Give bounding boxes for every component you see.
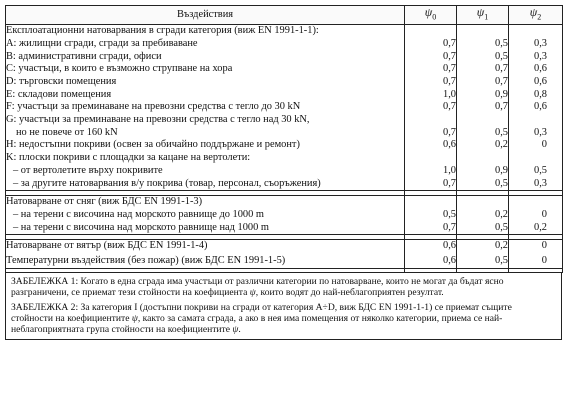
table-row [6, 139, 563, 152]
psi0-value: 0,7 [405, 101, 457, 114]
header-psi2 [509, 6, 563, 25]
table-row [6, 89, 563, 102]
psi0-subscript: 0 [432, 12, 437, 22]
psi0-value: 0,7 [405, 38, 457, 51]
row-k-title: K: плоски покриви с площадки за кацане на вертолети: [6, 152, 405, 165]
table-row [6, 51, 563, 64]
psi-symbol: ψ [424, 5, 433, 19]
psi-symbol: ψ [232, 324, 239, 336]
psi2-value: 0 [509, 139, 563, 152]
psi-symbol: ψ [249, 287, 256, 299]
psi0-value: 0,7 [405, 178, 457, 191]
psi0-value: 1,0 [405, 89, 457, 102]
psi1-value: 0,5 [457, 38, 509, 51]
note-1 [11, 276, 556, 299]
note-2-text: ЗАБЕЛЕЖКА 2: За категория I (достъпни покриви на сгради от категория A÷D, виж БДС EN 1991-1-1) се приемат същите стойности на коефициентите [11, 301, 512, 324]
imposed-title: Експлоатационни натоварвания в сгради категория (виж EN 1991-1-1): [6, 25, 405, 38]
row-label: B: административни сгради, офиси [6, 51, 405, 64]
row-label: – на терени с височина над морското равнище до 1000 m [6, 209, 405, 222]
psi2-value: 0,3 [509, 114, 563, 139]
row-label: – за другите натоварвания в/у покрива (товар, персонал, съоръжения) [6, 178, 405, 191]
snow-title: Натоварване от сняг (виж БДС EN 1991-1-3) [6, 196, 405, 209]
snow-title-row [6, 196, 563, 209]
psi1-value: 0,9 [457, 89, 509, 102]
psi1-value: 0,2 [457, 139, 509, 152]
note-2 [11, 302, 556, 336]
table-row [6, 222, 563, 235]
psi1-value: 0,5 [457, 222, 509, 235]
psi1-value: 0,2 [457, 240, 509, 253]
row-label-g [6, 114, 405, 139]
wind-label: Натоварване от вятър (виж БДС EN 1991-1-4) [6, 240, 405, 253]
psi2-value: 0 [509, 240, 563, 253]
table-row [6, 165, 563, 178]
row-label: C: участъци, в които е възможно струпване на хора [6, 63, 405, 76]
row-g-line2: но не повече от 160 kN [16, 126, 118, 138]
row-label: E: складови помещения [6, 89, 405, 102]
psi0-value: 0,5 [405, 209, 457, 222]
psi2-value: 0,5 [509, 165, 563, 178]
table-row [6, 76, 563, 89]
psi-symbol: ψ [131, 312, 138, 324]
table-row [6, 63, 563, 76]
psi-coefficients-table [5, 5, 563, 273]
psi0-value: 0,7 [405, 222, 457, 235]
row-label: F: участъци за преминаване на превозни средства с тегло до 30 kN [6, 101, 405, 114]
psi1-value: 0,5 [457, 178, 509, 191]
psi-symbol: ψ [529, 5, 538, 19]
psi2-value: 0,3 [509, 51, 563, 64]
header-actions: Въздействия [6, 6, 405, 25]
psi2-value: 0,3 [509, 178, 563, 191]
psi1-value: 0,5 [457, 51, 509, 64]
psi1-subscript: 1 [484, 12, 489, 22]
table-row [6, 38, 563, 51]
psi2-value: 0,2 [509, 222, 563, 235]
psi-symbol: ψ [476, 5, 485, 19]
psi2-value: 0,6 [509, 101, 563, 114]
psi1-value: 0,2 [457, 209, 509, 222]
table-row [6, 240, 563, 253]
row-label: – от вертолетите върху покривите [6, 165, 405, 178]
row-label: H: недостъпни покриви (освен за обичайно поддържане и ремонт) [6, 139, 405, 152]
note-2-text-end: . [238, 324, 241, 336]
psi2-value: 0,3 [509, 38, 563, 51]
note-2-text-mid: , както за самата сграда, а ако в нея има помещения от няколко категории, приема се най-неблагоприятната група стойности на коефициентите [11, 312, 503, 336]
header-psi1 [457, 6, 509, 25]
table-row [6, 114, 563, 139]
psi2-value: 0 [509, 253, 563, 268]
notes-block [5, 272, 562, 340]
row-label: A: жилищни сгради, сгради за пребиваване [6, 38, 405, 51]
psi1-value: 0,7 [457, 76, 509, 89]
psi1-value: 0,9 [457, 165, 509, 178]
table-row [6, 209, 563, 222]
psi1-value: 0,5 [457, 253, 509, 268]
note-1-text: ЗАБЕЛЕЖКА 1: Когато в една сграда има участъци от различни категории по натоварване, които не могат да бъдат ясно разграничени, се приемат тези стойности на коефициента [11, 275, 504, 299]
psi0-value: 1,0 [405, 165, 457, 178]
psi2-subscript: 2 [537, 12, 542, 22]
table-header-row [6, 6, 563, 25]
header-psi0 [405, 6, 457, 25]
psi2-value: 0,8 [509, 89, 563, 102]
psi0-value: 0,7 [405, 114, 457, 139]
psi0-value: 0,6 [405, 253, 457, 268]
psi0-value: 0,7 [405, 51, 457, 64]
psi2-value: 0,6 [509, 76, 563, 89]
psi0-value: 0,7 [405, 63, 457, 76]
note-1-text-end: , които водят до най-неблагоприятен резултат. [255, 287, 444, 299]
psi1-value: 0,5 [457, 114, 509, 139]
row-g-line1: G: участъци за преминаване на превозни средства с тегло над 30 kN, [6, 114, 310, 126]
row-label: – на терени с височина над морското равнище над 1000 m [6, 222, 405, 235]
table-row [6, 253, 563, 268]
psi2-value: 0,6 [509, 63, 563, 76]
table-row [6, 152, 563, 165]
psi1-value: 0,7 [457, 101, 509, 114]
psi0-value: 0,6 [405, 240, 457, 253]
temperature-label: Температурни въздействия (без пожар) (виж БДС EN 1991-1-5) [6, 253, 405, 268]
imposed-title-row [6, 25, 563, 38]
row-label: D: търговски помещения [6, 76, 405, 89]
psi1-value: 0,7 [457, 63, 509, 76]
psi0-value: 0,7 [405, 76, 457, 89]
psi2-value: 0 [509, 209, 563, 222]
psi0-value: 0,6 [405, 139, 457, 152]
table-row [6, 101, 563, 114]
table-row [6, 178, 563, 191]
